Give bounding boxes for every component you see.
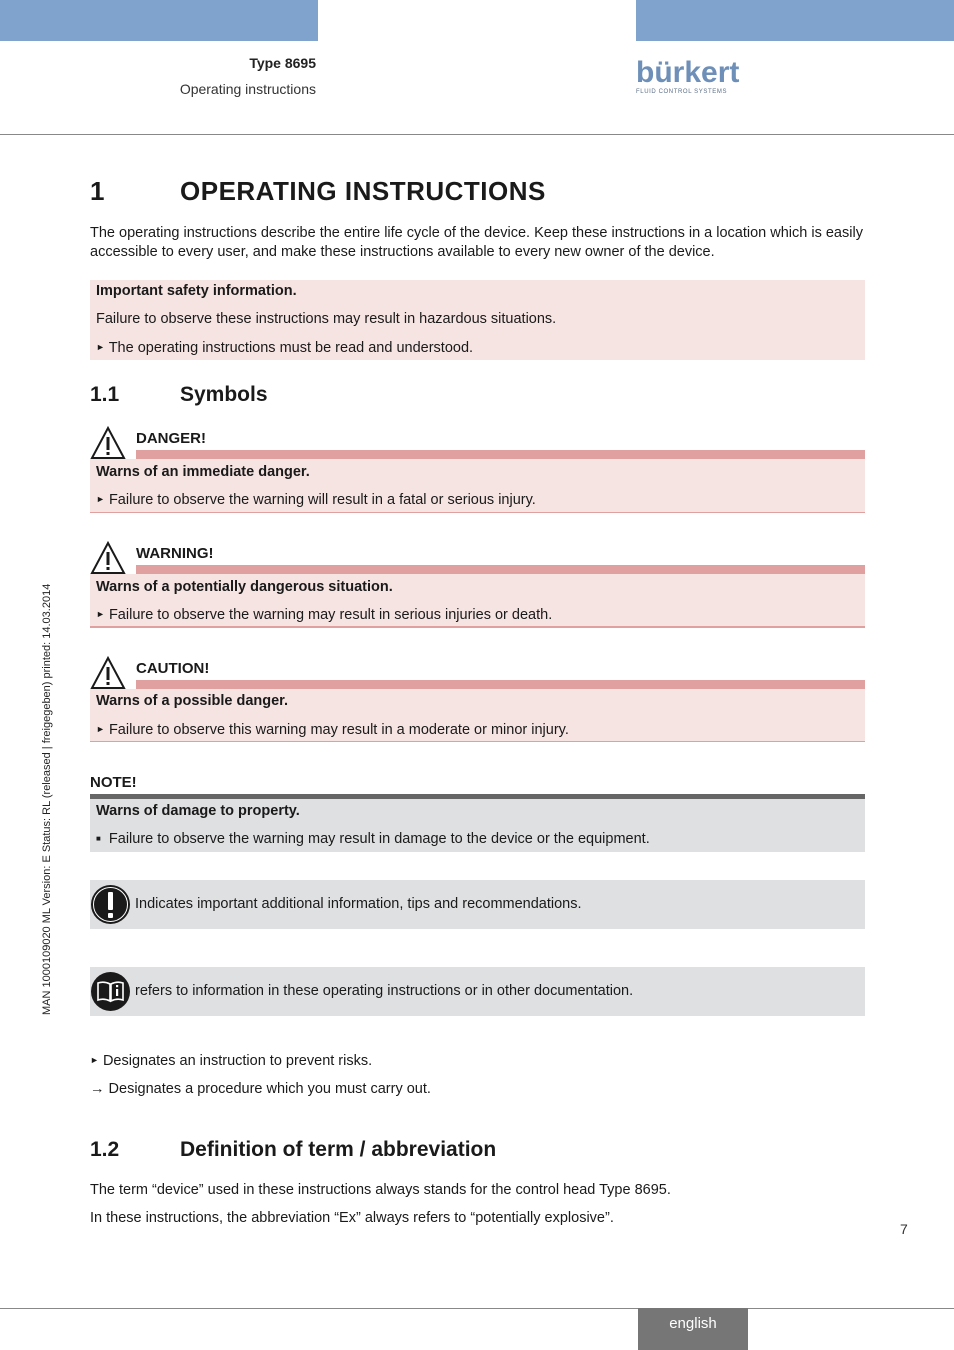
exclamation-circle-icon [90, 884, 131, 925]
warning-triangle-icon [90, 656, 126, 690]
brand-logo [636, 58, 739, 95]
section-1-2-title: 1.2 Definition of term / abbreviation [90, 1138, 497, 1161]
header-bar-left [0, 0, 318, 41]
reference-text: refers to information in these operating instructions or in other documentation. [135, 983, 634, 999]
warning-signal-word: WARNING! [136, 545, 214, 562]
header-type: Type 8695 [249, 55, 316, 71]
square-bullet-icon: ■ [96, 834, 101, 843]
language-tab: english [638, 1308, 748, 1350]
danger-heading: Warns of an immediate danger. [96, 464, 310, 480]
arrow-right-icon: → [90, 1081, 105, 1097]
logo-tagline: FLUID CONTROL SYSTEMS [636, 89, 728, 95]
designate-procedure: → Designates a procedure which you must carry out. [90, 1081, 431, 1097]
section-1-title: 1 OPERATING INSTRUCTIONS [90, 176, 546, 206]
page-number: 7 [900, 1221, 908, 1237]
warning-signal-bar [136, 565, 865, 574]
danger-signal-word: DANGER! [136, 430, 206, 447]
triangle-bullet-icon: ► [90, 1055, 99, 1065]
caution-text: ► Failure to observe this warning may result in a moderate or minor injury. [96, 722, 569, 738]
safety-line-2: ► The operating instructions must be read and understood. [96, 340, 474, 356]
danger-text: ► Failure to observe the warning will result in a fatal or serious injury. [96, 492, 536, 508]
book-info-icon [90, 971, 131, 1012]
warning-heading: Warns of a potentially dangerous situation. [96, 579, 393, 595]
section-1-1-title: 1.1 Symbols [90, 383, 268, 406]
warning-box-bottom [90, 626, 865, 628]
danger-box-bottom [90, 512, 865, 513]
note-text: ■ Failure to observe the warning may result in damage to the device or the equipment. [96, 831, 650, 847]
section-1-intro: The operating instructions describe the entire life cycle of the device. Keep these instructions in a location which is easily accessible to every user, and make these instructions available to every new owner of the device. [90, 225, 863, 260]
warning-triangle-icon [90, 541, 126, 575]
triangle-bullet-icon: ► [96, 494, 105, 504]
caution-signal-bar [136, 680, 865, 689]
triangle-bullet-icon: ► [96, 609, 105, 619]
logo-name: bürkert [636, 56, 740, 89]
warning-triangle-icon [90, 426, 126, 460]
caution-box-bottom [90, 741, 865, 742]
safety-heading: Important safety information. [96, 283, 297, 299]
note-signal-word: NOTE! [90, 774, 137, 791]
document-id-sidebar: MAN 1000109020 ML Version: E Status: RL (released | freigegeben) printed: 14.03.2014 [41, 583, 53, 1015]
note-heading: Warns of damage to property. [96, 803, 300, 819]
definition-line-1: The term “device” used in these instructions always stands for the control head Type 8695. [90, 1182, 671, 1198]
header-bar-right [636, 0, 954, 41]
caution-heading: Warns of a possible danger. [96, 693, 289, 709]
triangle-bullet-icon: ► [96, 724, 105, 734]
header-rule [0, 134, 954, 135]
warning-text: ► Failure to observe the warning may result in serious injuries or death. [96, 607, 553, 623]
header-subtitle: Operating instructions [179, 81, 316, 97]
tip-text: Indicates important additional information, tips and recommendations. [135, 896, 582, 912]
triangle-bullet-icon: ► [96, 342, 105, 352]
caution-signal-word: CAUTION! [136, 660, 210, 677]
definition-line-2: In these instructions, the abbreviation “Ex” always refers to “potentially explosive”. [90, 1210, 614, 1226]
safety-line-1: Failure to observe these instructions may result in hazardous situations. [96, 311, 557, 327]
designate-risk: ► Designates an instruction to prevent risks. [90, 1053, 373, 1069]
footer-rule [0, 1308, 954, 1309]
danger-signal-bar [136, 450, 865, 459]
